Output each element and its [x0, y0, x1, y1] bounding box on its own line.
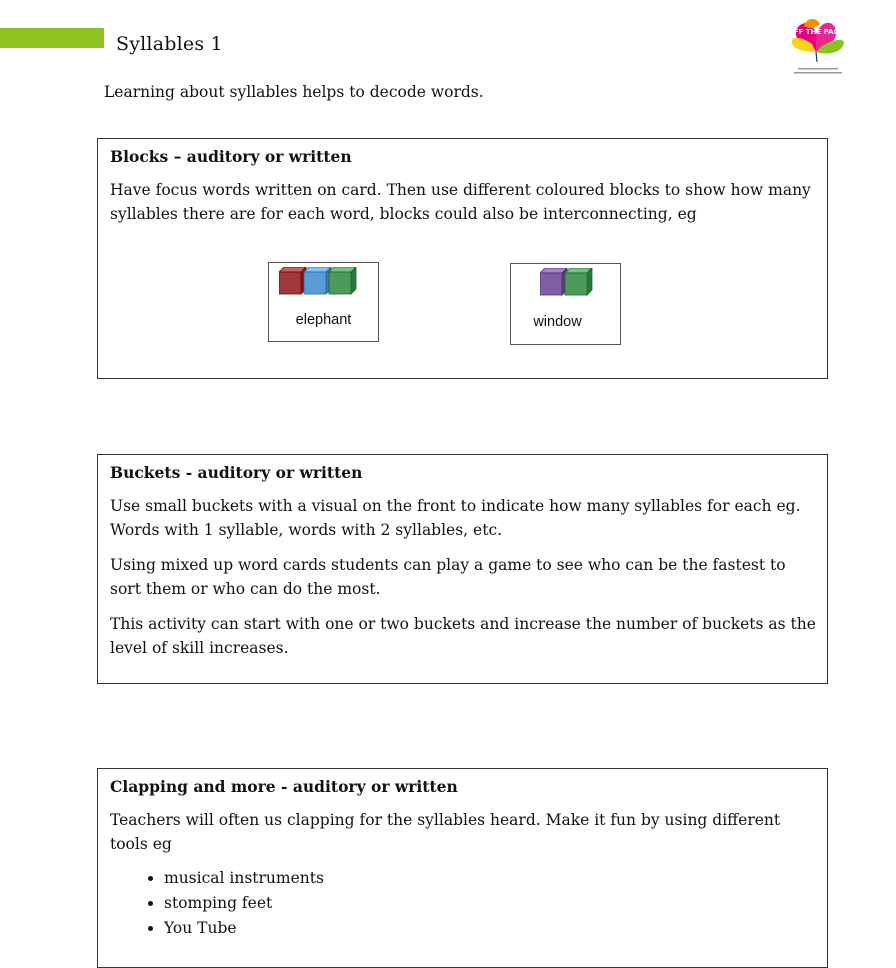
clapping-section	[97, 768, 828, 968]
word-card-window	[510, 263, 621, 345]
tools-list	[110, 866, 816, 941]
blocks-section	[97, 138, 828, 379]
syllable-block	[565, 268, 592, 295]
card-word-window: window	[533, 314, 582, 330]
list-item: • musical instruments	[164, 866, 816, 891]
buckets-paragraph-3: This activity can start with one or two buckets and increase the number of buckets as the level of skill increases.	[110, 615, 816, 657]
buckets-paragraph-2: Using mixed up word cards students can play a game to see who can be the fastest to sort them or who can do the most.	[110, 556, 786, 598]
intro-text: Learning about syllables helps to decode words.	[104, 83, 484, 101]
logo-word-off-the: OFF THE PAGE	[787, 28, 845, 36]
page-title: Syllables 1	[116, 33, 223, 55]
buckets-section	[97, 454, 828, 684]
syllable-blocks-window	[540, 268, 626, 302]
syllable-block	[329, 267, 356, 294]
card-word-elephant: elephant	[295, 312, 352, 328]
clapping-paragraph: Teachers will often us clapping for the syllables heard. Make it fun by using different tools eg	[110, 811, 781, 853]
list-item: • You Tube	[164, 916, 816, 941]
syllable-block	[304, 267, 331, 294]
off-the-page-logo-icon	[786, 12, 850, 86]
blocks-paragraph: Have focus words written on card. Then use different coloured blocks to show how many syllables there are for each word, blocks could also be interconnecting, eg	[110, 181, 811, 223]
syllable-block	[540, 268, 567, 295]
header-accent-bar	[0, 28, 104, 48]
blocks-heading: Blocks – auditory or written	[110, 147, 352, 166]
syllable-blocks-elephant	[279, 267, 365, 301]
buckets-paragraph-1: Use small buckets with a visual on the front to indicate how many syllables for each eg. Words with 1 syllable, words with 2 syllables, etc.	[110, 497, 801, 539]
clapping-heading: Clapping and more - auditory or written	[110, 777, 458, 796]
word-card-elephant	[268, 262, 379, 342]
list-item: • stomping feet	[164, 891, 816, 916]
buckets-heading: Buckets - auditory or written	[110, 463, 363, 482]
syllable-block	[279, 267, 306, 294]
